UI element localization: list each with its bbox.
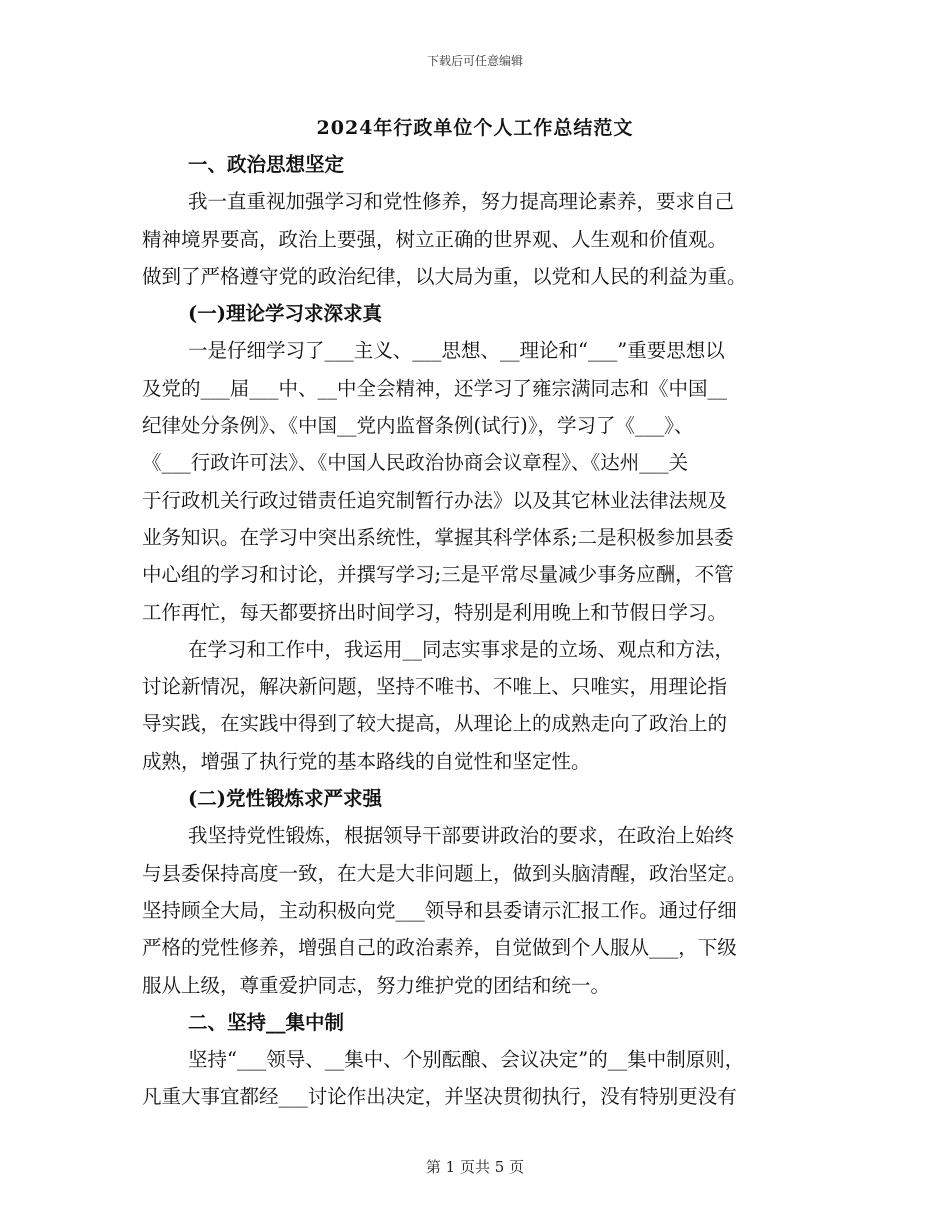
section-heading: 二、坚持__集中制 <box>188 1010 345 1034</box>
paragraph-line: 精神境界要高，政治上要强，树立正确的世界观、人生观和价值观。 <box>142 227 728 251</box>
paragraph-line: 做到了严格遵守党的政治纪律，以大局为重，以党和人民的利益为重。 <box>142 264 747 288</box>
paragraph-line: 与县委保持高度一致，在大是大非问题上，做到头脑清醒，政治坚定。 <box>142 861 747 885</box>
paragraph-line: 坚持顾全大局，主动积极向党___领导和县委请示汇报工作。通过仔细 <box>142 898 737 922</box>
paragraph-line: 我坚持党性锻炼，根据领导干部要讲政治的要求，在政治上始终 <box>188 824 735 848</box>
paragraph-line: 讨论新情况，解决新问题，坚持不唯书、不唯上、只唯实，用理论指 <box>142 675 728 699</box>
paragraph-line: 业务知识。在学习中突出系统性，掌握其科学体系;二是积极参加县委 <box>142 525 734 549</box>
paragraph-line: 中心组的学习和讨论，并撰写学习;三是平常尽量减少事务应酬，不管 <box>142 563 734 587</box>
paragraph-line: 于行政机关行政过错责任追究制暂行办法》以及其它林业法律法规及 <box>142 488 728 512</box>
paragraph-line: 我一直重视加强学习和党性修养，努力提高理论素养，要求自己 <box>188 190 735 214</box>
section-heading: 一、政治思想坚定 <box>188 153 345 176</box>
paragraph-line: 纪律处分条例》、《中国__党内监督条例(试行)》，学习了《___》、 <box>142 414 694 438</box>
paragraph-line: 在学习和工作中，我运用__同志实事求是的立场、观点和方法， <box>188 637 735 661</box>
paragraph-line: 《___行政许可法》、《中国人民政治协商会议章程》、《达州___关 <box>142 451 689 475</box>
paragraph-line: 严格的党性修养，增强自己的政治素养，自觉做到个人服从___，下级 <box>142 936 737 960</box>
paragraph-line: 凡重大事宜都经___讨论作出决定，并坚决贯彻执行，没有特别更没有 <box>142 1085 737 1109</box>
paragraph-line: 服从上级，尊重爱护同志，努力维护党的团结和统一。 <box>142 973 611 997</box>
page-footer: 第 1 页共 5 页 <box>425 1158 525 1176</box>
paragraph-line: 坚持“___领导、__集中、个别酝酿、会议决定”的__集中制原则， <box>188 1048 745 1072</box>
subsection-heading: (二)党性锻炼求严求强 <box>188 787 382 811</box>
document-title: 2024年行政单位个人工作总结范文 <box>316 117 634 139</box>
paragraph-line: 一是仔细学习了___主义、___思想、__理论和“___”重要思想以 <box>188 339 725 363</box>
paragraph-line: 工作再忙，每天都要挤出时间学习，特别是利用晚上和节假日学习。 <box>142 600 728 624</box>
paragraph-line: 及党的___届___中、__中全会精神，还学习了雍宗满同志和《中国__ <box>142 376 728 400</box>
document-body <box>142 146 822 1116</box>
paragraph-line: 成熟，增强了执行党的基本路线的自觉性和坚定性。 <box>142 749 591 773</box>
subsection-heading: (一)理论学习求深求真 <box>188 302 382 326</box>
paragraph-line: 导实践，在实践中得到了较大提高，从理论上的成熟走向了政治上的 <box>142 712 728 736</box>
page-header: 下载后可任意编辑 <box>426 54 523 68</box>
